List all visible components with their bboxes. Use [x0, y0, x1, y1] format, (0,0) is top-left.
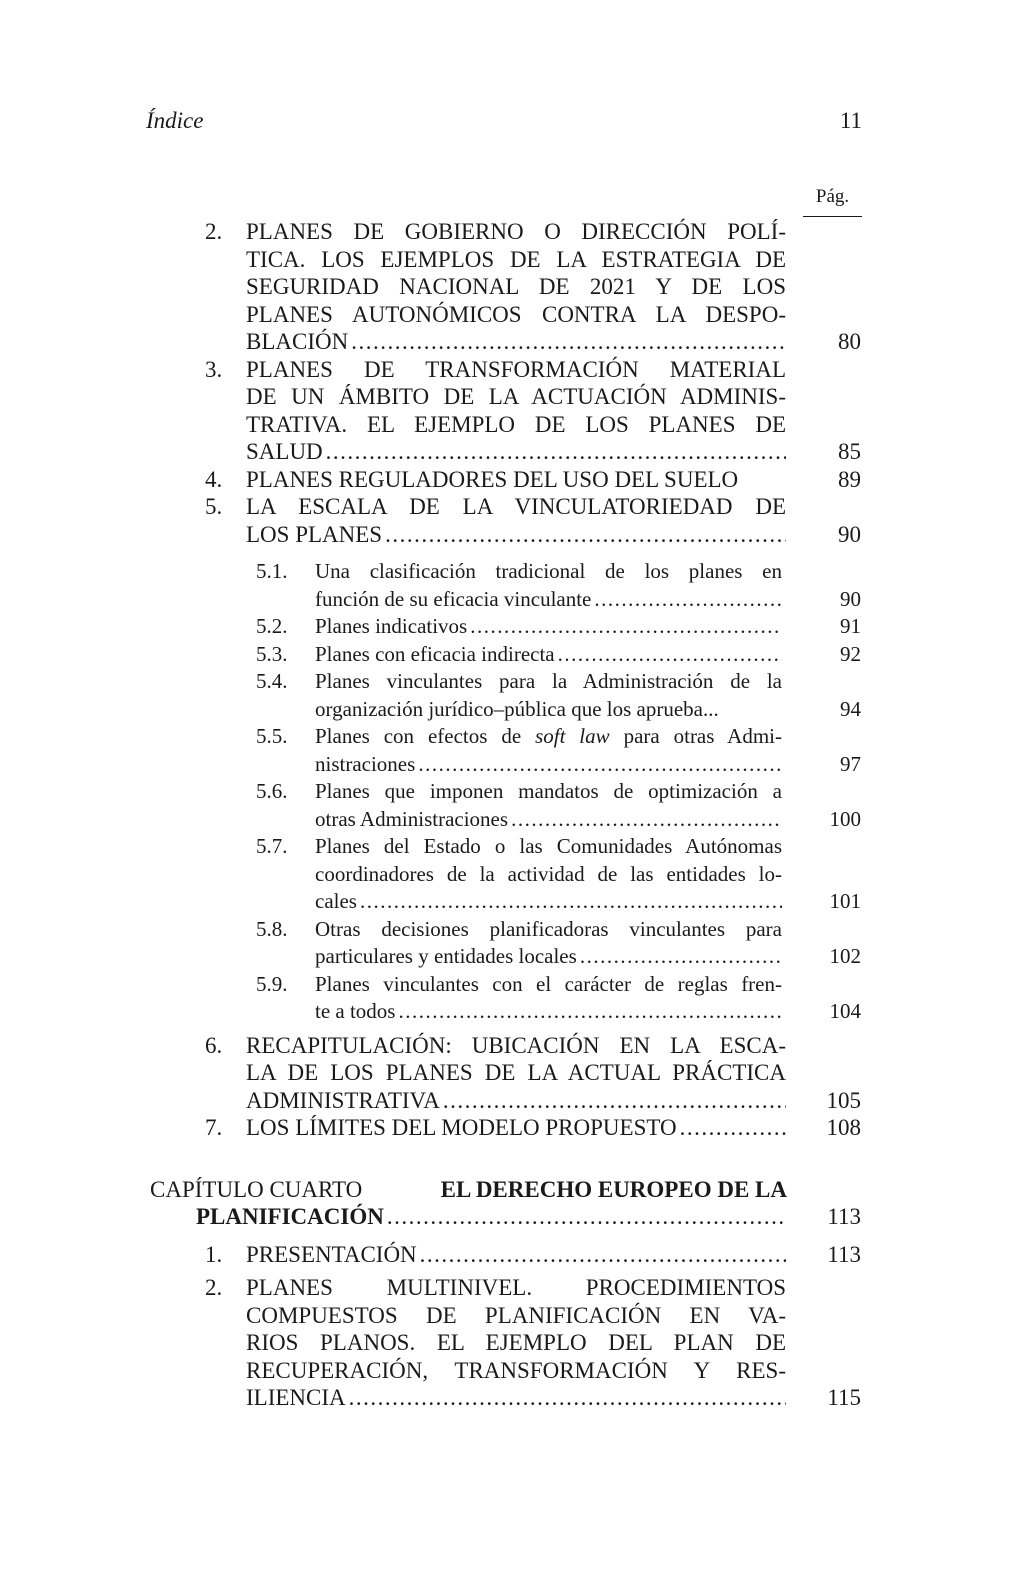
entry-line: Planes del Estado o las Comunidades Autónomas [315, 834, 782, 858]
toc-entry [0, 1114, 1014, 1142]
dot-leader [558, 641, 782, 669]
entry-page: 90 [838, 521, 861, 547]
page-number: 11 [839, 108, 862, 133]
entry-number: 1. [205, 1241, 223, 1267]
entry-line: BLACIÓN [246, 329, 349, 354]
entry-line: PRESENTACIÓN [246, 1241, 417, 1267]
dot-leader [326, 438, 786, 466]
entry-page: 85 [838, 439, 861, 464]
toc-subentry [0, 916, 1014, 971]
entry-line: SEGURIDAD NACIONAL DE 2021 Y DE LOS [246, 274, 786, 299]
entry-line: Planes vinculantes para la Administración de la [315, 669, 782, 693]
dot-leader [360, 888, 782, 916]
entry-number: 3. [205, 356, 223, 382]
toc-entry [0, 1274, 1014, 1412]
dot-leader [349, 1384, 786, 1412]
entry-line: COMPUESTOS DE PLANIFICACIÓN EN VA- [246, 1302, 786, 1328]
entry-line: RECUPERACIÓN, TRANSFORMACIÓN Y RES- [246, 1357, 786, 1383]
entry-line: ILIENCIA [246, 1385, 346, 1410]
entry-text-italic: soft law [535, 724, 610, 748]
entry-line: ADMINISTRATIVA [246, 1087, 440, 1113]
entry-page: 91 [840, 614, 861, 638]
entry-number: 7. [205, 1115, 223, 1140]
page-column-label: Pág. [803, 186, 862, 217]
entry-line: LA ESCALA DE LA VINCULATORIEDAD DE [246, 494, 786, 519]
toc-entry [0, 218, 1014, 356]
dot-leader [387, 1203, 787, 1231]
entry-line: DE UN ÁMBITO DE LA ACTUACIÓN ADMINIS- [246, 384, 786, 409]
entry-page: 115 [827, 1385, 861, 1410]
entry-page: 113 [827, 1241, 861, 1267]
entry-line: coordinadores de la actividad de las entidades lo- [315, 861, 782, 886]
entry-line: TRATIVA. EL EJEMPLO DE LOS PLANES DE [246, 411, 786, 437]
chapter-heading [0, 1176, 1014, 1231]
chapter-title-line: EL DERECHO EUROPEO DE LA [440, 1176, 787, 1202]
entry-line: PLANES DE GOBIERNO O DIRECCIÓN POLÍ- [246, 219, 786, 244]
entry-line: Una clasificación tradicional de los planes en [315, 559, 782, 583]
toc-subentry [0, 971, 1014, 1026]
entry-line: PLANES AUTONÓMICOS CONTRA LA DESPO- [246, 301, 786, 327]
entry-number: 2. [205, 219, 223, 244]
toc-subentry [0, 641, 1014, 669]
toc-entry [0, 1032, 1014, 1115]
running-title: Índice [146, 108, 204, 133]
entry-page: 104 [829, 999, 861, 1023]
toc-subentry [0, 778, 1014, 833]
dot-leader [470, 613, 782, 641]
toc-entry [0, 466, 1014, 494]
entry-number: 5.6. [256, 779, 288, 803]
entry-page: 101 [829, 889, 861, 913]
entry-line: Otras decisiones planificadoras vinculantes para [315, 916, 782, 941]
dot-leader [418, 751, 782, 779]
entry-line: PLANES MULTINIVEL. PROCEDIMIENTOS [246, 1275, 786, 1300]
table-of-contents [0, 218, 1014, 1412]
entry-text: Planes con efectos de [315, 724, 536, 748]
entry-page: 89 [838, 466, 861, 492]
entry-line [315, 723, 782, 751]
chapter-label: CAPÍTULO CUARTO [150, 1176, 363, 1202]
entry-line: Planes vinculantes con el carácter de reglas fren- [315, 971, 782, 996]
entry-page: 108 [826, 1115, 861, 1140]
entry-line: PLANES REGULADORES DEL USO DEL SUELO [246, 466, 739, 492]
toc-subentry [0, 668, 1014, 723]
entry-line: RIOS PLANOS. EL EJEMPLO DEL PLAN DE [246, 1330, 786, 1355]
entry-line: TICA. LOS EJEMPLOS DE LA ESTRATEGIA DE [246, 246, 786, 272]
entry-number: 5.3. [256, 641, 288, 666]
entry-line: Planes que imponen mandatos de optimización a [315, 779, 782, 803]
entry-page: 80 [838, 329, 861, 354]
entry-page: 97 [840, 751, 861, 776]
entry-number: 5.5. [256, 724, 288, 748]
entry-text: para otras Admi- [609, 724, 782, 748]
entry-number: 5. [205, 494, 223, 519]
entry-page: 102 [829, 944, 861, 968]
dot-leader [420, 1241, 786, 1269]
entry-line: nistraciones [315, 751, 416, 776]
entry-line: LOS LÍMITES DEL MODELO PROPUESTO [246, 1115, 677, 1140]
entry-line: función de su eficacia vinculante [315, 586, 592, 611]
entry-line: Planes con eficacia indirecta [315, 641, 555, 666]
entry-line: te a todos [315, 999, 396, 1023]
chapter-title-line: PLANIFICACIÓN [196, 1204, 384, 1229]
entry-line: otras Administraciones [315, 806, 509, 831]
dot-leader [511, 806, 782, 834]
toc-entry [0, 356, 1014, 466]
toc-subentry [0, 833, 1014, 916]
entry-number: 5.9. [256, 971, 288, 996]
dot-leader [398, 998, 782, 1026]
entry-number: 6. [205, 1032, 223, 1058]
entry-page: 94 [840, 696, 861, 721]
toc-subentry [0, 723, 1014, 778]
entry-number: 4. [205, 466, 223, 492]
entry-line: particulares y entidades locales [315, 944, 577, 968]
entry-line: LOS PLANES [246, 521, 383, 547]
running-head [146, 108, 862, 142]
dot-leader [594, 586, 782, 614]
entry-number: 5.7. [256, 834, 288, 858]
dot-leader [580, 943, 782, 971]
entry-number: 2. [205, 1275, 223, 1300]
entry-number: 5.4. [256, 669, 288, 693]
entry-number: 5.8. [256, 916, 288, 941]
entry-line: RECAPITULACIÓN: UBICACIÓN EN LA ESCA- [246, 1032, 786, 1058]
entry-line: cales [315, 889, 357, 913]
toc-entry [0, 1241, 1014, 1269]
dot-leader [385, 521, 786, 549]
entry-page: 105 [826, 1087, 861, 1113]
dot-leader [680, 1114, 786, 1142]
entry-page: 100 [829, 806, 861, 831]
entry-line: Planes indicativos [315, 614, 468, 638]
entry-line: organización jurídico–pública que los aprueba... [315, 696, 719, 721]
entry-line: PLANES DE TRANSFORMACIÓN MATERIAL [246, 356, 786, 382]
entry-line: SALUD [246, 439, 323, 464]
entry-page: 92 [840, 641, 861, 666]
entry-number: 5.2. [256, 614, 288, 638]
entry-page: 113 [827, 1204, 861, 1229]
dot-leader [443, 1087, 786, 1115]
toc-subentry [0, 558, 1014, 613]
dot-leader [351, 328, 786, 356]
entry-line: LA DE LOS PLANES DE LA ACTUAL PRÁCTICA [246, 1060, 786, 1085]
entry-number: 5.1. [256, 559, 288, 583]
toc-entry [0, 493, 1014, 548]
entry-page: 90 [840, 586, 861, 611]
toc-subentry [0, 613, 1014, 641]
